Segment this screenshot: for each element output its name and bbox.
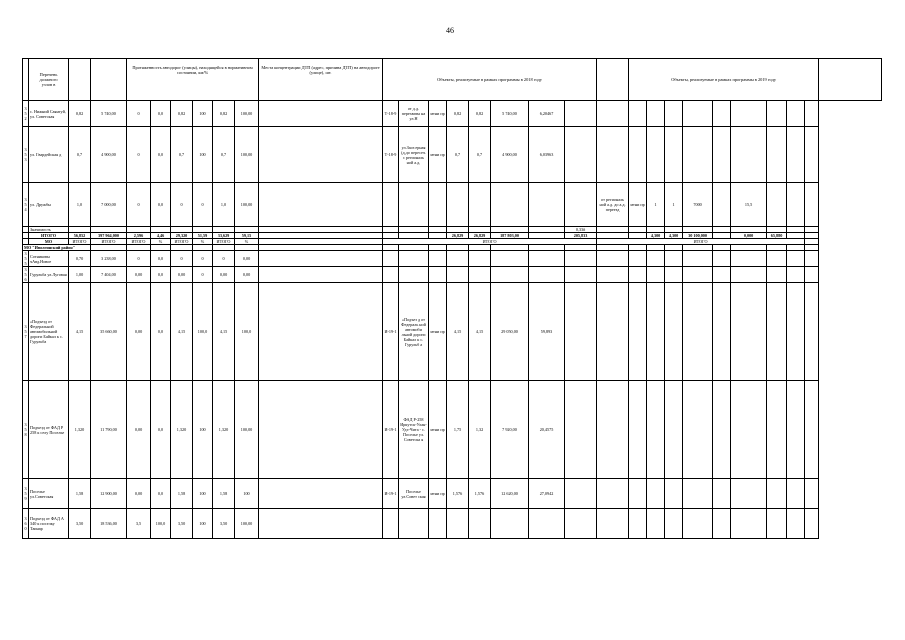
mo-header-row: МО ИТОГО ИТОГО ИТОГО % ИТОГО % ИТОГО % ИТОГО ИТОГО [23, 239, 882, 245]
table-row: 358 Подъезд от ФАД Р 258 к селу Поселье 1,320 11 790,00 0,00 0,0 1,320 100 1,320 100,00 И-19-1 ФАД Р-258 Иркутск-Улан-Удэ-Чита - с. Поселье ул. Советска я мтни пр 1,75 1,32 7 920,00 20,4575 [23, 381, 882, 479]
table-row: 352 с. Нижний Саянтуй, ул. Советская 0,82 5 740,00 0 0,0 0,82 100 0,82 100,00 Т-18-9 от д.д. перехваты на ул.Н мтни пр 0,82 0,82 5 740,00 6,20467 [23, 101, 882, 127]
header-obj2019: Объекты, реализуемые в рамках программы в 2019 году [629, 59, 819, 101]
table-row: 356 Гурульба ул.Луговая 1,00 7 404,00 0,00 0,0 0,00 0 0,00 0,00 [23, 267, 882, 283]
page-number: 46 [446, 26, 454, 35]
table-header-row [23, 59, 882, 101]
itogo-row: ИТОГО 56,852 397 964,000 2,596 4,46 29,320 51,59 33,629 59,15 26,829 26,829 187 803,00 205,833 4,300 4,300 30 100,000 0,000 65,880 [23, 233, 882, 239]
section-title: МО "Иволгинский район" [23, 245, 91, 251]
table-row: 359 Поселье ул.Советская 1,58 12 900,00 0,00 0,0 1,58 100 1,58 100 И-19-1 Поселье ул.Совет ская мтни пр 1,576 1,576 12 620,00 27,0942 [23, 479, 882, 509]
znachenie-row: Значимость 0,33# [23, 227, 882, 233]
header-perechen: Перечень должного узлов в [29, 59, 69, 101]
table-row: 360 Подъезд от ФАД А 340 к поселку Таинар 3,50 18 536,00 3,5 100,0 3,50 100 3,50 100,00 [23, 509, 882, 539]
roads-table [22, 58, 882, 539]
table-row: 353 ул. Гвардейская д 0,7 4 900,00 0 0,0 0,7 100 0,7 100,00 Т-18-9 ул.Заоз ерная (д.до пересеч. с региональ ной а.д. мтни пр 0,7 0,7 4 900,00 6,03963 [23, 127, 882, 183]
table-row: 357 «Подъезд от Федеральной автомобильной дороги Байкал к с. Гурульба 4,15 35 660,00 0,00 0,0 4,15 100,0 4,15 100,0 И-19-1 «Подъез д от Федераль ной автомоби льной дороги Байкал к с. Гурульб а мтни пр 4,15 4,15 29 050,00 59,893 [23, 283, 882, 381]
header-obj2018: Объекты, реализуемые в рамках программы в 2018 году [383, 59, 597, 101]
table-row: 355 Сотниковы чАвд.Новое 0,70 3 238,00 0 0,0 0 0 0 0,00 [23, 251, 882, 267]
header-mesta: Места концентрации ДТП (адрес, причина ДТП) на автодороге (улице), шт. [259, 59, 383, 101]
header-protyazhennost: Протяженность автодорог (улицы), находящейся в нормативном состоянии, км/% [127, 59, 259, 101]
table-row: 354 ул. Дружбы 1,0 7 000,00 0 0,0 0 0 1,0 100,00 от региональ ной а.д. до а.д. переезд мтни пр 1 1 7000 15,5 [23, 183, 882, 227]
